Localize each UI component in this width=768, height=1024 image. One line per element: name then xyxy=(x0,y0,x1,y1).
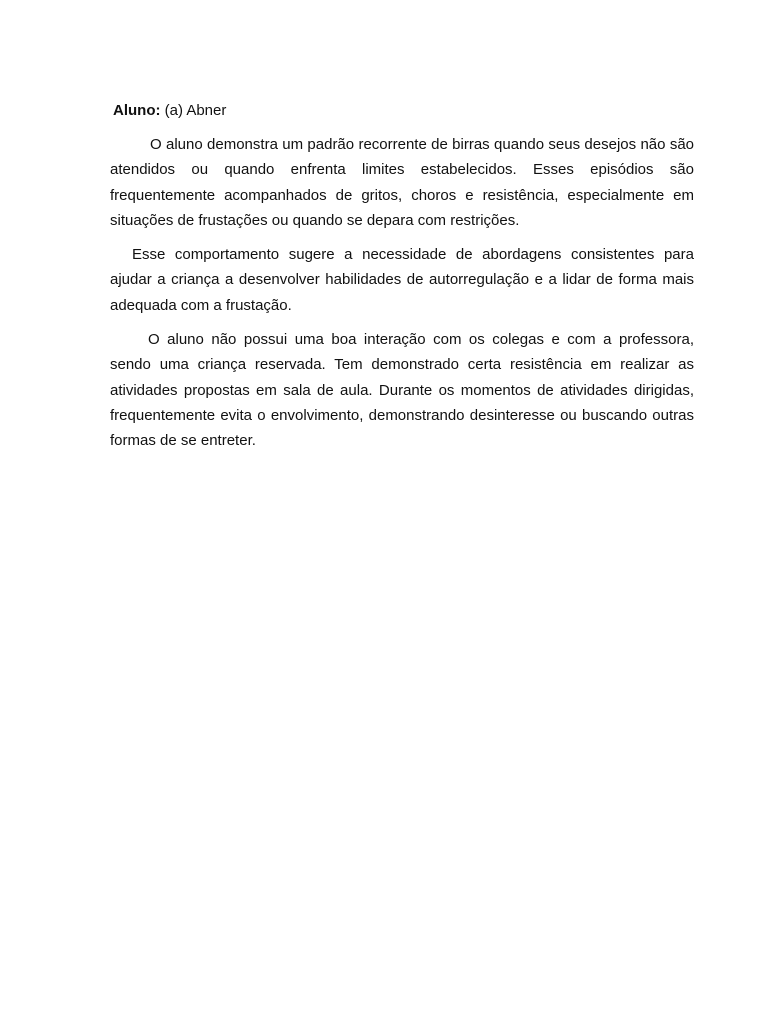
paragraph-approach: Esse comportamento sugere a necessidade de abordagens consistentes para ajudar a criança a desenvolver habilidades de autorregulação e a lidar de forma mais adequada com a frustação. xyxy=(110,246,694,314)
student-label: Aluno: xyxy=(113,102,161,119)
student-line xyxy=(113,100,694,122)
student-name: (a) Abner xyxy=(164,102,227,119)
document-page xyxy=(110,100,694,463)
paragraph-behavior: O aluno demonstra um padrão recorrente de birras quando seus desejos não são atendidos ou quando enfrenta limites estabelecidos. Esses episódios são frequentemente acompanhados de gritos, choros e resistência, especialmente em situações de frustações ou quando se depara com restrições. xyxy=(110,136,694,229)
paragraph-interaction: O aluno não possui uma boa interação com os colegas e com a professora, sendo uma criança reservada. Tem demonstrado certa resistência em realizar as atividades propostas em sala de aula. Durante os momentos de atividades dirigidas, frequentemente evita o envolvimento, demonstrando desinteresse ou buscando outras formas de se entreter. xyxy=(110,331,694,450)
